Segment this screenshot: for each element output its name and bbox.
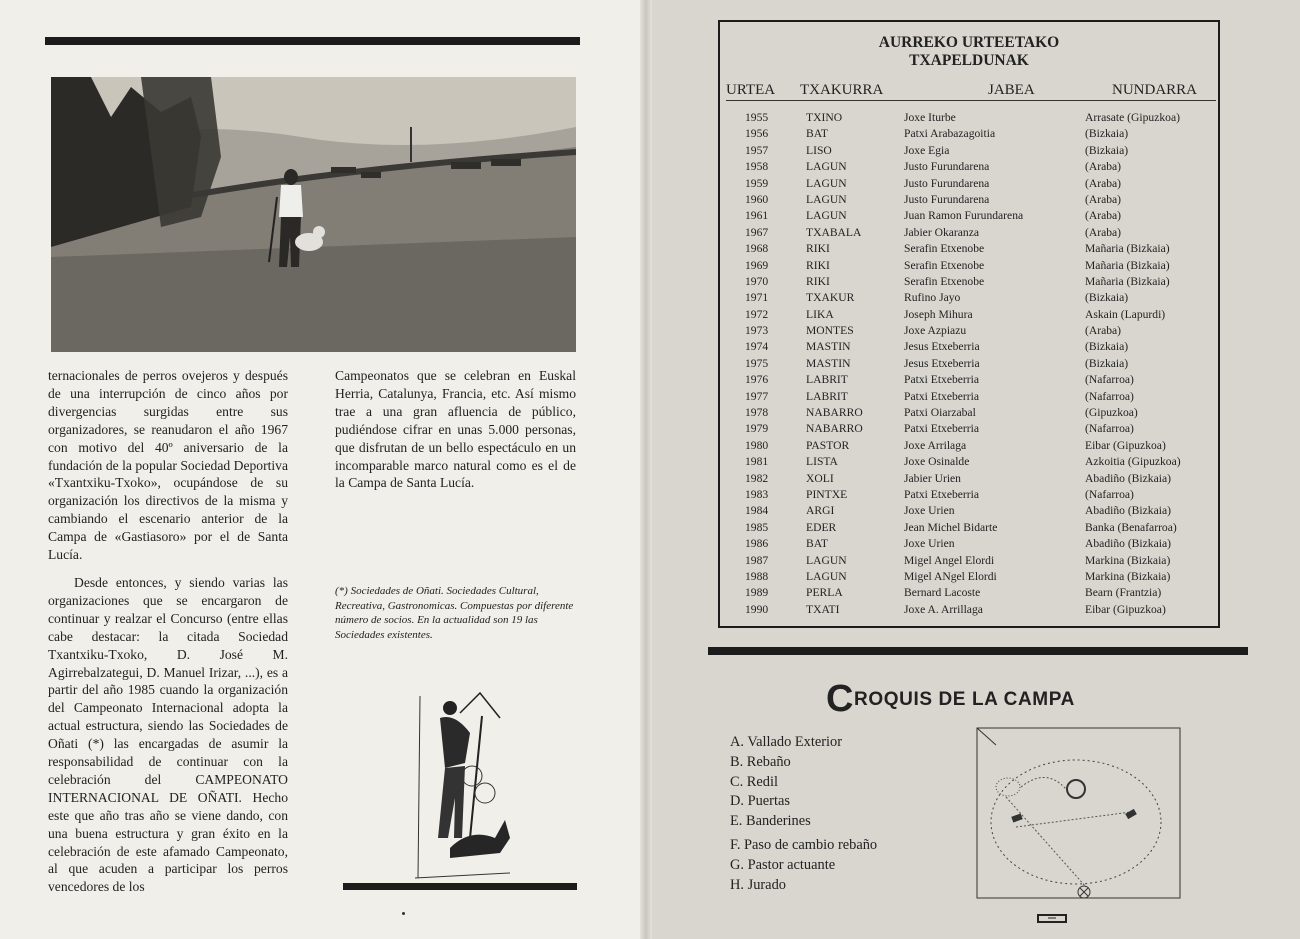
right-paragraph-1: Campeonatos que se celebran en Euskal Herria, Catalunya, Francia, etc. Así mismo trae a una gran afluencia de público, pudiéndose cifrar en unas 5.000 personas, que disfrutan de un bello espectáculo en un incomparable marco natural como es el de la Campa de Santa Lucía. [335,368,576,491]
cell-dog: TXINO [806,111,843,124]
cell-dog: LISO [806,143,832,157]
header-origin: NUNDARRA [1112,82,1198,98]
cell-owner: Patxi Etxeberria [904,389,980,403]
cell-year: 1980 [745,438,769,452]
table-row [720,356,1218,372]
cell-origin: Arrasate (Gipuzkoa) [1085,111,1180,124]
cell-owner: Jesus Etxeberria [904,340,980,354]
cell-year: 1972 [745,307,769,321]
footnote: (*) Sociedades de Oñati. Sociedades Cultural, Recreativa, Gastronomicas. Compuestas por diferente número de socios. En la actualidad son 19 las Sociedades existentes. [335,585,574,641]
cell-dog: LISTA [806,455,838,469]
legend-item: A. Vallado Exterior [730,734,843,750]
table-row [720,339,1218,355]
cell-owner: Joxe Azpiazu [904,324,967,338]
cell-dog: LAGUN [806,192,847,206]
cell-dog: LAGUN [806,176,847,190]
table-row [720,520,1218,536]
cell-year: 1971 [745,291,769,305]
table-row [720,536,1218,552]
cell-year: 1977 [745,389,769,403]
cell-dog: LAGUN [806,209,847,223]
cell-origin: (Gipuzkoa) [1085,406,1138,420]
cell-owner: Justo Furundarena [904,160,990,174]
cell-dog: NABARRO [806,406,863,420]
left-column-text [48,367,288,896]
cell-origin: (Araba) [1085,192,1122,206]
cell-dog: BAT [806,537,828,551]
croquis-top-rule [708,647,1248,655]
cell-origin: Eibar (Gipuzkoa) [1085,602,1166,616]
cell-year: 1985 [745,520,769,534]
table-row [720,274,1218,290]
croquis-title-rest: ROQUIS DE LA CAMPA [854,689,1075,710]
table-row [720,290,1218,306]
table-row [720,372,1218,388]
cell-dog: MONTES [806,324,854,338]
table-row [720,258,1218,274]
cell-year: 1961 [745,209,769,223]
cell-year: 1974 [745,340,769,354]
cell-dog: LABRIT [806,373,848,387]
legend-item: G. Pastor actuante [730,856,836,873]
cell-owner: Bernard Lacoste [904,586,981,600]
cell-dog: TXATI [806,602,840,616]
croquis-legend [730,733,877,895]
cell-year: 1956 [745,127,769,141]
cell-year: 1981 [745,455,769,469]
cell-dog: LIKA [806,307,834,321]
legend-item: F. Paso de cambio rebaño [730,836,878,853]
left-paragraph-2: Desde entonces, y siendo varias las organizaciones que se encargaron de continuar y realzar el Concurso (entre ellas cabe destacar: la citada Sociedad Txantxiku-Txoko, D. José M. Agirrebalzategui, D. Manuel Irizar, ...), es a partir del año 1985 cuando la organización del Campeonato Internacional adopta la actual estructura, siendo las Sociedades de Oñati (*) las encargadas de asumir la responsabilidad de continuar con la celebración del CAMPEONATO INTERNACIONAL DE OÑATI. Hecho este que año tras año se viene dando, con una buena estructura y gran éxito en la celebración de este afamado Campeonato, al que acuden a participar los perros vencedores de los [48,574,288,895]
cell-owner: Patxi Etxeberria [904,422,980,436]
cell-owner: Joxe Egia [904,143,950,157]
cell-year: 1967 [745,225,769,239]
header-dog: TXAKURRA [800,82,884,98]
cell-year: 1982 [745,471,769,485]
right-column-text [335,367,576,492]
cell-dog: RIKI [806,258,830,272]
cell-dog: PERLA [806,586,843,600]
cell-owner: Justo Furundarena [904,176,990,190]
legend-item: D. Puertas [730,793,790,810]
cell-owner: Jabier Urien [904,471,961,485]
cell-year: 1990 [745,602,769,616]
field-diagram [976,727,1181,932]
cell-origin: (Bizkaia) [1085,291,1129,305]
cell-year: 1988 [745,569,769,583]
cell-owner: Joxe Urien [904,537,955,551]
cell-origin: Azkoitia (Gipuzkoa) [1085,455,1181,469]
cell-origin: Mañaria (Bizkaia) [1085,274,1170,288]
cell-origin: (Araba) [1085,225,1122,239]
header-year: URTEA [726,82,776,98]
field-scene-illustration [51,77,576,352]
cell-dog: LABRIT [806,389,848,403]
table-row [720,389,1218,405]
cell-owner: Joxe Osinalde [904,455,970,469]
cell-owner: Serafin Etxenobe [904,242,985,256]
cell-origin: (Araba) [1085,324,1122,338]
cell-year: 1957 [745,143,769,157]
croquis-title-initial: C [826,678,855,720]
cell-year: 1976 [745,373,769,387]
table-row [720,503,1218,519]
cell-owner: Joxe Arrilaga [904,438,967,452]
cell-owner: Joxe Urien [904,504,955,518]
table-row [720,487,1218,503]
cell-origin: (Nafarroa) [1085,389,1134,403]
cell-origin: (Araba) [1085,160,1122,174]
cell-origin: Mañaria (Bizkaia) [1085,258,1170,272]
left-page [0,0,645,939]
cell-origin: (Araba) [1085,209,1122,223]
cell-dog: XOLI [806,471,834,485]
cell-owner: Patxi Arabazagoitia [904,127,996,141]
cell-owner: Joxe A. Arrillaga [904,602,983,616]
cell-year: 1969 [745,258,769,272]
cell-owner: Jesus Etxeberria [904,356,980,370]
cell-origin: (Nafarroa) [1085,373,1134,387]
table-row [720,454,1218,470]
cell-year: 1959 [745,176,769,190]
cell-origin: Markina (Bizkaia) [1085,569,1171,583]
cell-owner: Juan Ramon Furundarena [904,209,1024,223]
cell-year: 1987 [745,553,769,567]
cell-owner: Justo Furundarena [904,192,990,206]
cell-dog: NABARRO [806,422,863,436]
cell-owner: Joseph Mihura [904,307,973,321]
table-body [720,110,1218,618]
table-row [720,208,1218,224]
table-row [720,241,1218,257]
cell-origin: Abadiño (Bizkaia) [1085,504,1171,518]
cell-dog: MASTIN [806,356,851,370]
left-paragraph-1: ternacionales de perros ovejeros y después de una interrupción de cinco años por divergencias surgidas entre sus organizadores, se reanudaron el año 1967 con motivo del 40º aniversario de la fundación de la popular Sociedad Deportiva «Txantxiku-Txoko», ocupándose de su organización los directivos de la misma y cambiando el escenario anterior de la Campa de «Gastiasoro» por el de Santa Lucía. [48,368,288,563]
cell-origin: Eibar (Gipuzkoa) [1085,438,1166,452]
cell-year: 1970 [745,274,769,288]
cell-owner: Serafin Etxenobe [904,258,985,272]
legend-item: C. Redil [730,773,778,790]
cell-dog: LAGUN [806,553,847,567]
legend-item: B. Rebaño [730,753,791,770]
cell-dog: LAGUN [806,160,847,174]
cell-dog: BAT [806,127,828,141]
table-title-line-1: AURREKO URTEETAKO [878,34,1060,51]
cell-origin: Markina (Bizkaia) [1085,553,1171,567]
cell-owner: Patxi Etxeberria [904,373,980,387]
cell-dog: PASTOR [806,438,850,452]
table-row [720,438,1218,454]
shepherd-and-dog-sketch [410,688,522,888]
cell-origin: Abadiño (Bizkaia) [1085,471,1171,485]
cell-dog: EDER [806,520,837,534]
legend-item: H. Jurado [730,876,786,893]
cell-dog: ARGI [806,504,835,518]
table-row [720,159,1218,175]
cell-origin: (Nafarroa) [1085,422,1134,436]
cell-owner: Migel Angel Elordi [904,553,995,567]
legend-item: E. Banderines [730,813,811,830]
cell-dog: PINTXE [806,487,848,501]
table-row [720,126,1218,142]
table-row [720,307,1218,323]
table-row [720,143,1218,159]
cell-year: 1975 [745,356,769,370]
cell-year: 1978 [745,406,769,420]
cell-owner: Patxi Etxeberria [904,487,980,501]
header-underline [726,100,1216,101]
cell-owner: Jean Michel Bidarte [904,520,998,534]
cell-year: 1979 [745,422,769,436]
cell-dog: RIKI [806,274,830,288]
top-rule [45,37,580,45]
cell-origin: Askain (Lapurdi) [1085,307,1166,321]
cell-year: 1960 [745,192,769,206]
cell-owner: Rufino Jayo [904,291,961,305]
cell-origin: (Bizkaia) [1085,340,1129,354]
cell-origin: (Bizkaia) [1085,143,1129,157]
table-row [720,192,1218,208]
cell-year: 1968 [745,242,769,256]
table-title-line-2: TXAPELDUNAK [909,52,1029,69]
table-row [720,176,1218,192]
book-gutter [640,0,652,939]
cell-origin: Mañaria (Bizkaia) [1085,242,1170,256]
cell-year: 1958 [745,160,769,174]
cell-origin: (Araba) [1085,176,1122,190]
cell-origin: (Bizkaia) [1085,356,1129,370]
shepherd-drawing [410,688,522,888]
table-title [720,34,1218,70]
cell-year: 1955 [745,111,769,124]
header-owner: JABEA [988,82,1035,98]
cell-year: 1973 [745,324,769,338]
cell-year: 1989 [745,586,769,600]
cell-owner: Patxi Oiarzabal [904,406,976,420]
croquis-title [826,678,1075,721]
cell-origin: Bearn (Frantzia) [1085,586,1162,600]
cell-owner: Joxe Iturbe [904,111,956,124]
cell-dog: TXABALA [806,225,862,239]
cell-year: 1984 [745,504,769,518]
table-row [720,602,1218,618]
table-row [720,405,1218,421]
cell-dog: RIKI [806,242,830,256]
winners-table-box [718,20,1220,628]
cell-dog: LAGUN [806,569,847,583]
table-row [720,569,1218,585]
cell-dog: TXAKUR [806,291,855,305]
cell-dog: MASTIN [806,340,851,354]
sheepdog-photo [51,77,576,352]
cell-owner: Migel ANgel Elordi [904,569,997,583]
cell-owner: Serafin Etxenobe [904,274,985,288]
cell-year: 1983 [745,487,769,501]
table-row [720,225,1218,241]
table-row [720,553,1218,569]
table-row [720,110,1218,126]
table-row [720,421,1218,437]
cell-origin: Banka (Benafarroa) [1085,520,1177,534]
cell-origin: (Nafarroa) [1085,487,1134,501]
table-row [720,323,1218,339]
bottom-rule [343,883,577,890]
cell-year: 1986 [745,537,769,551]
cell-origin: Abadiño (Bizkaia) [1085,537,1171,551]
table-row [720,471,1218,487]
table-row [720,585,1218,601]
cell-owner: Jabier Okaranza [904,225,979,239]
page-mark-dot [402,912,405,915]
field-layout-diagram [976,727,1181,932]
cell-origin: (Bizkaia) [1085,127,1129,141]
